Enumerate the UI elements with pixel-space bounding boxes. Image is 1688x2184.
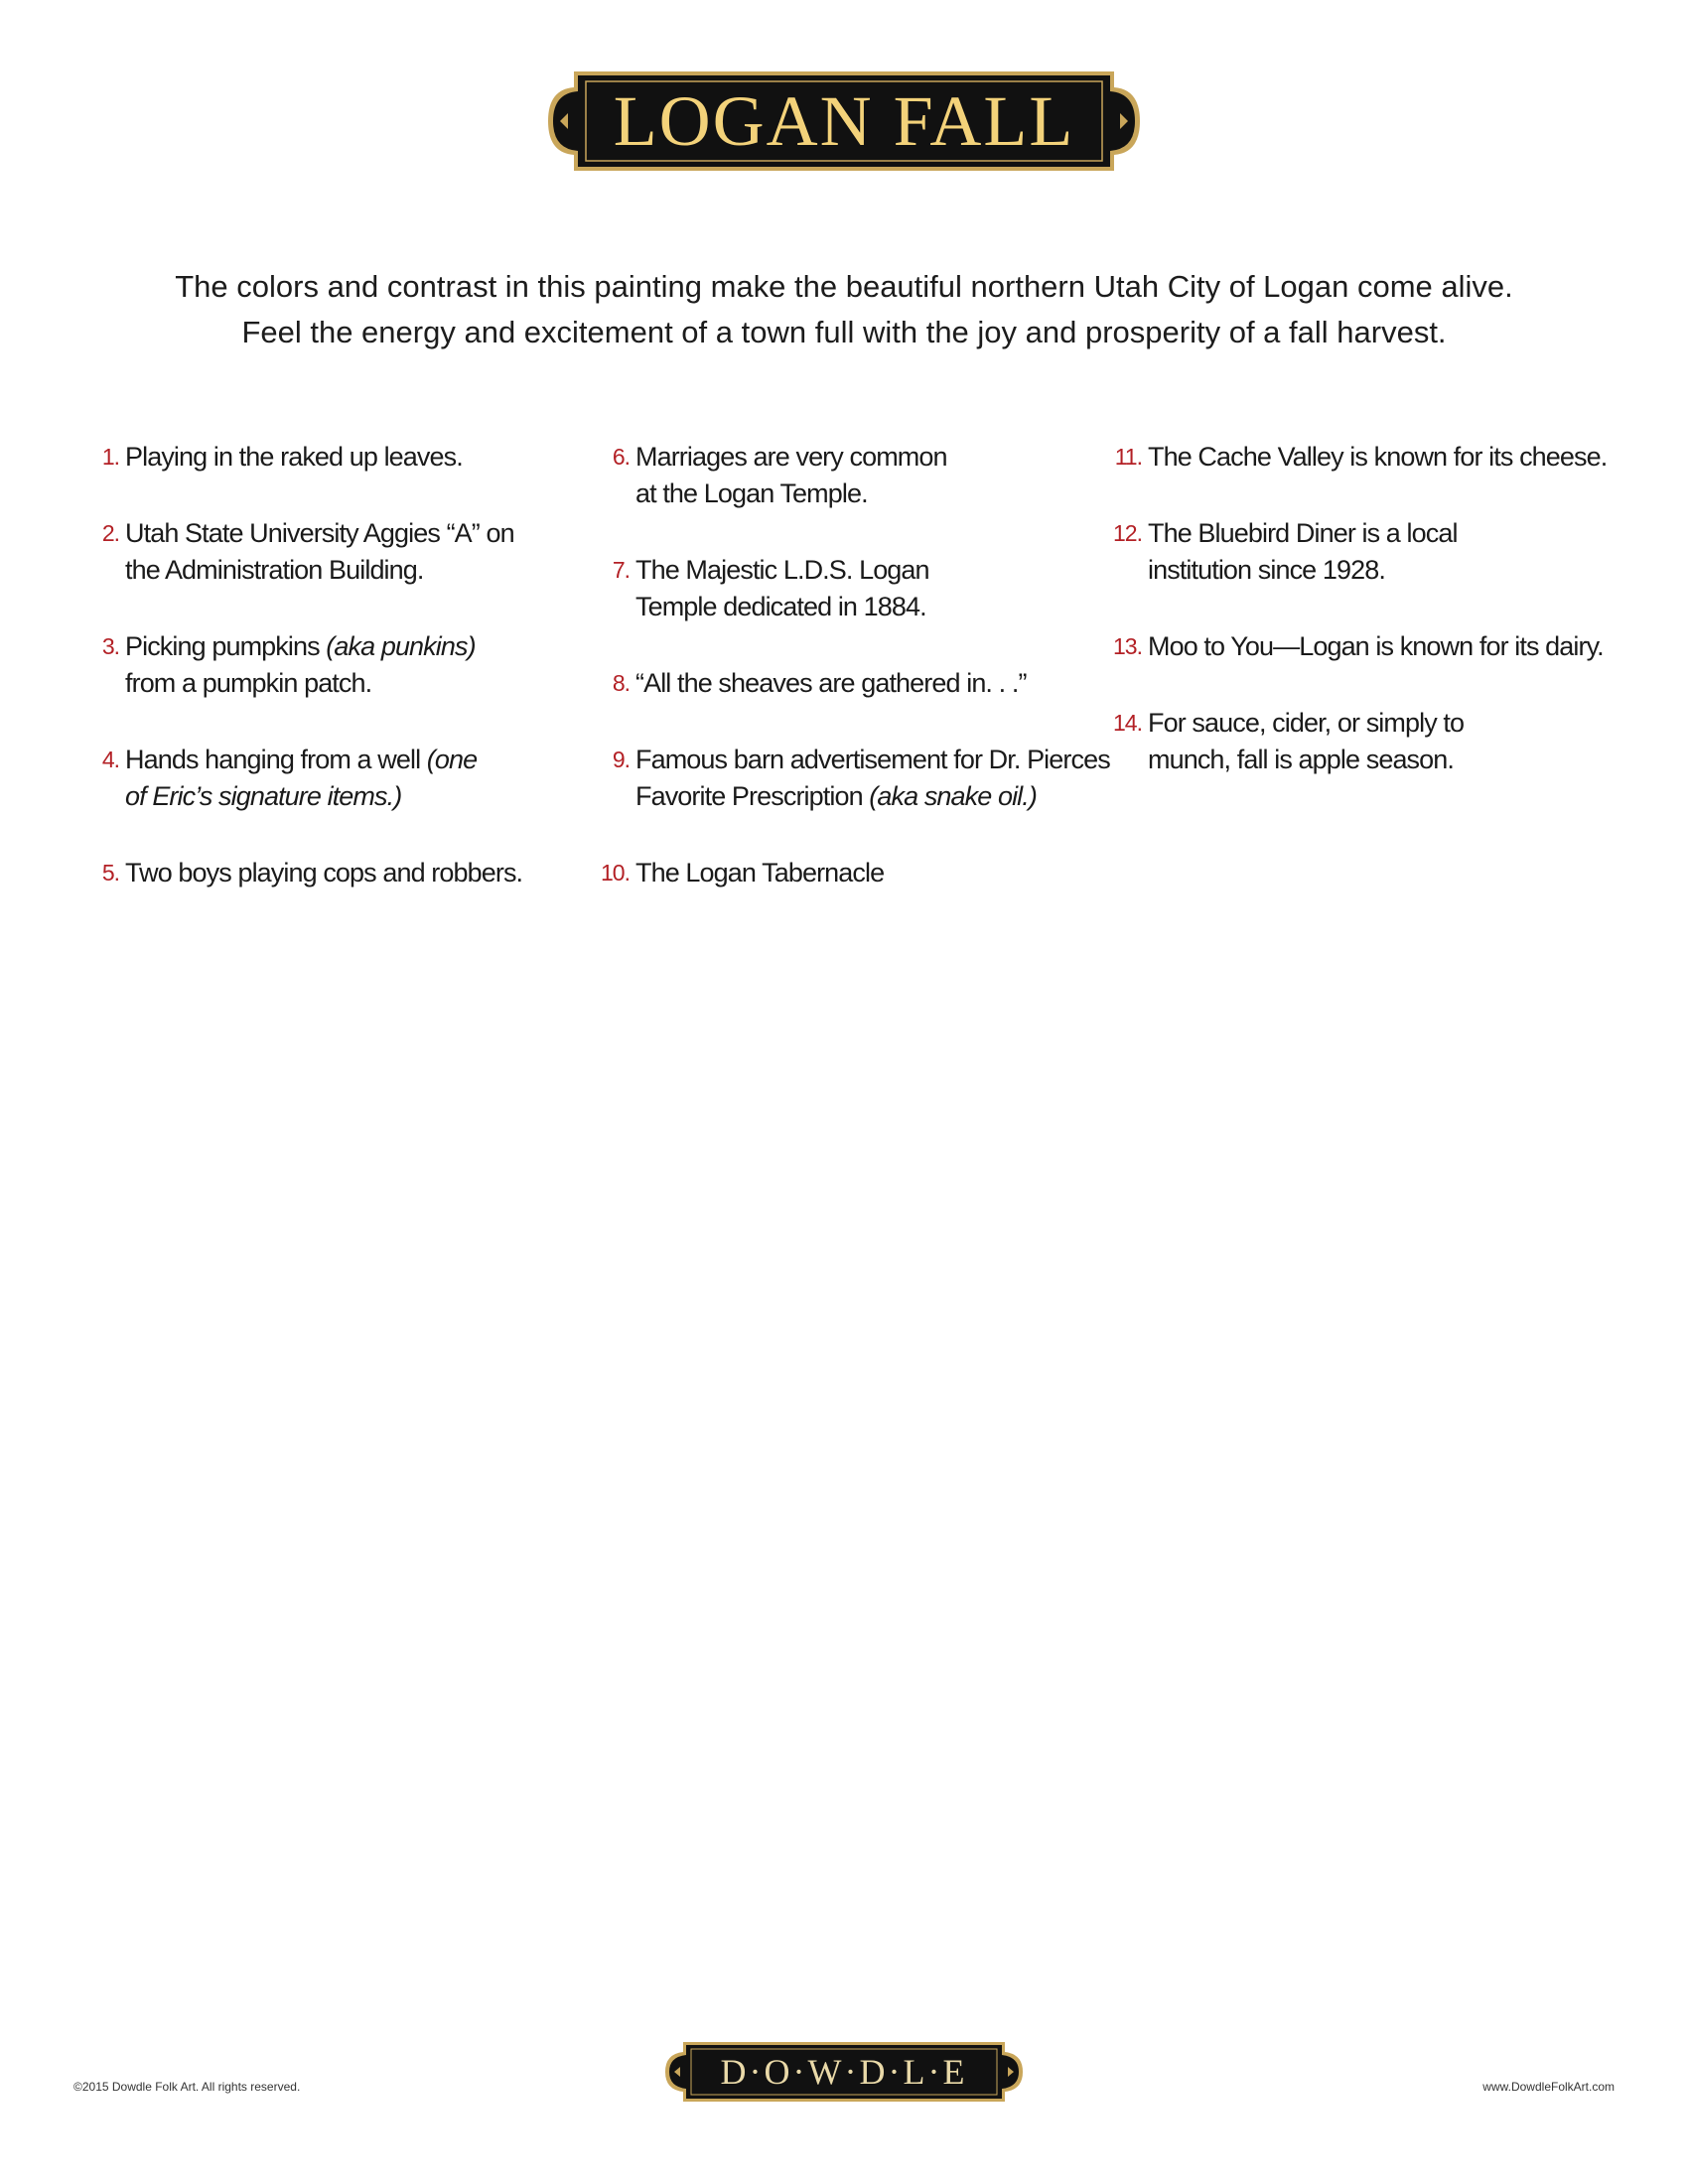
list-item-number: 14. xyxy=(1113,710,1142,736)
list-column-2 xyxy=(598,439,1110,931)
list-item-number: 7. xyxy=(612,557,630,583)
intro-line-2: Feel the energy and excitement of a town full with the joy and prosperity of a fall harvest. xyxy=(241,315,1447,349)
list-item-italic-text: (aka punkins) xyxy=(326,631,476,661)
list-item-number: 6. xyxy=(612,444,630,470)
list-item xyxy=(1110,628,1626,665)
copyright-text: ©2015 Dowdle Folk Art. All rights reserved. xyxy=(73,2080,301,2094)
list-item-text: “All the sheaves are gathered in. . .” xyxy=(635,668,1027,698)
title-banner xyxy=(546,69,1142,173)
list-item-italic-text: (aka snake oil.) xyxy=(869,781,1037,811)
list-item xyxy=(598,742,1110,815)
list-item-text: at the Logan Temple. xyxy=(635,478,868,508)
list-item xyxy=(598,552,1094,625)
list-item-number: 8. xyxy=(612,670,630,696)
list-item-line xyxy=(635,589,1094,625)
list-item xyxy=(598,855,1094,891)
list-item-number: 13. xyxy=(1113,633,1142,659)
list-item-italic-text: of Eric’s signature items.) xyxy=(125,781,402,811)
list-item-text: The Bluebird Diner is a local xyxy=(1148,518,1458,548)
list-item-line xyxy=(1148,705,1626,742)
list-item-number: 3. xyxy=(101,633,119,659)
list-item-text: Moo to You—Logan is known for its dairy. xyxy=(1148,631,1604,661)
list-item-text: Playing in the raked up leaves. xyxy=(125,442,463,472)
list-item xyxy=(598,665,1094,702)
list-item-line xyxy=(125,552,554,589)
list-item xyxy=(87,628,554,702)
list-item-line xyxy=(125,439,554,476)
list-item-line xyxy=(125,665,554,702)
list-item-line xyxy=(635,439,1094,476)
list-item-line xyxy=(635,742,1110,778)
list-column-3 xyxy=(1110,439,1626,818)
list-item-text: Favorite Prescription xyxy=(635,781,870,811)
list-item-line xyxy=(635,552,1094,589)
list-item-line xyxy=(1148,552,1626,589)
list-item-line xyxy=(1148,742,1626,778)
list-item-number: 2. xyxy=(101,520,119,546)
list-item xyxy=(87,515,554,589)
list-item-text: from a pumpkin patch. xyxy=(125,668,372,698)
list-item-line xyxy=(1148,515,1626,552)
website-url: www.DowdleFolkArt.com xyxy=(1482,2080,1615,2094)
list-item-text: Two boys playing cops and robbers. xyxy=(125,858,523,887)
list-item-number: 11. xyxy=(1114,444,1142,470)
list-item-italic-text: (one xyxy=(426,745,478,774)
list-item-text: the Administration Building. xyxy=(125,555,424,585)
list-item-text: Marriages are very common xyxy=(635,442,947,472)
intro-line-1: The colors and contrast in this painting make the beautiful northern Utah City of Logan come alive. xyxy=(175,269,1513,304)
list-item-number: 12. xyxy=(1113,520,1142,546)
list-item xyxy=(598,439,1094,512)
list-item xyxy=(1110,439,1626,476)
list-item-line xyxy=(125,855,554,891)
list-item xyxy=(1110,705,1626,778)
list-item-text: Picking pumpkins xyxy=(125,631,327,661)
list-item-number: 9. xyxy=(612,747,630,772)
list-item-line xyxy=(125,515,554,552)
list-item xyxy=(1110,515,1626,589)
list-item-line xyxy=(635,665,1094,702)
list-item-line xyxy=(125,628,554,665)
list-item-text: institution since 1928. xyxy=(1148,555,1385,585)
list-item-text: The Majestic L.D.S. Logan xyxy=(635,555,929,585)
list-item-line xyxy=(635,778,1094,815)
list-item-text: The Logan Tabernacle xyxy=(635,858,885,887)
list-item-number: 10. xyxy=(601,860,630,886)
page-title: LOGAN FALL xyxy=(613,81,1075,161)
list-item-line xyxy=(1148,628,1626,665)
list-item-text: The Cache Valley is known for its cheese. xyxy=(1148,442,1608,472)
list-item-number: 5. xyxy=(101,860,119,886)
list-item-text: Famous barn advertisement for Dr. Pierces xyxy=(635,745,1110,774)
list-item xyxy=(87,742,554,815)
list-item-line xyxy=(125,778,554,815)
list-item-text: Hands hanging from a well xyxy=(125,745,427,774)
list-column-1 xyxy=(87,439,554,931)
list-item-number: 1. xyxy=(101,444,119,470)
dowdle-logo-text: D·O·W·D·L·E xyxy=(720,2052,968,2092)
list-item-line xyxy=(635,855,1094,891)
list-item-line xyxy=(635,476,1094,512)
list-item-text: For sauce, cider, or simply to xyxy=(1148,708,1465,738)
list-item-text: Utah State University Aggies “A” on xyxy=(125,518,514,548)
intro-paragraph xyxy=(99,264,1589,355)
list-item xyxy=(87,855,554,891)
list-item xyxy=(87,439,554,476)
list-item-text: Temple dedicated in 1884. xyxy=(635,592,926,621)
list-item-line xyxy=(125,742,554,778)
list-item-number: 4. xyxy=(101,747,119,772)
list-item-line xyxy=(1148,439,1626,476)
dowdle-logo xyxy=(663,2040,1025,2104)
list-item-text: munch, fall is apple season. xyxy=(1148,745,1454,774)
